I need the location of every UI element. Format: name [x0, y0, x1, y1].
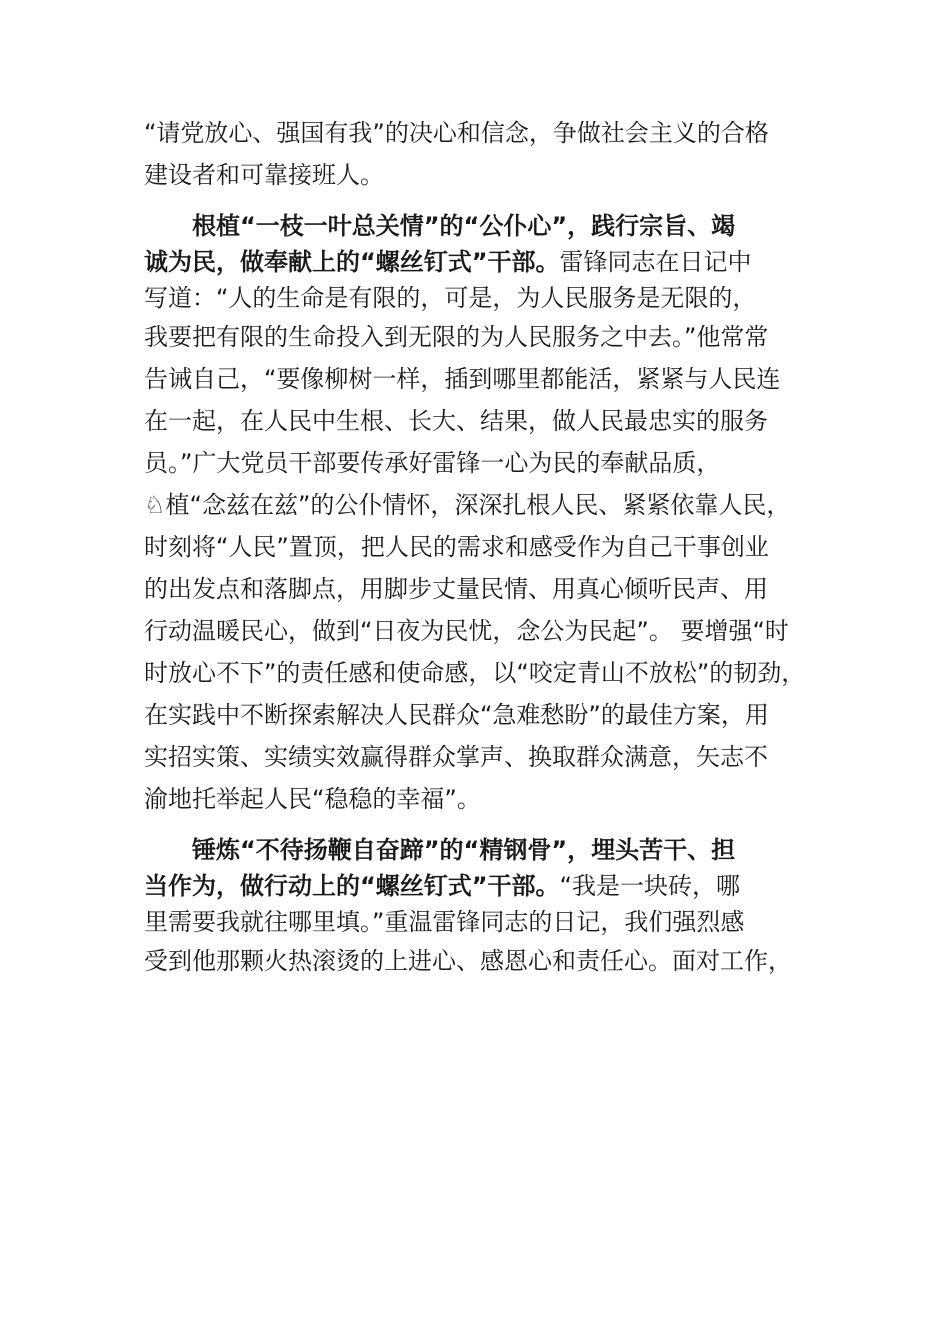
- paragraph-3-heading-bold: 当作为，做行动上的“螺丝钉式”干部。: [144, 872, 560, 900]
- text-line: 在实践中不断探索解决人民群众“急难愁盼”的最佳方案，用: [144, 701, 769, 729]
- paragraph-1: [144, 112, 834, 196]
- text-line: 里需要我就往哪里填。”重温雷锋同志的日记，我们强烈感: [144, 908, 745, 936]
- paragraph-2-heading-line-2: [144, 244, 834, 280]
- text-line: 时刻将“人民”置顶，把人民的需求和感受作为自己干事创业: [144, 533, 769, 561]
- text-line: 渝地托举起人民“稳稳的幸福”。: [144, 785, 481, 813]
- text-line: 员。”广大党员干部要传承好雷锋一心为民的奉献品质，: [144, 449, 721, 477]
- text-line: 时放心不下”的责任感和使命感，以“咬定青山不放松”的韧劲，: [144, 659, 806, 687]
- paragraph-2-heading-line-1: 根植“一枝一叶总关情”的“公仆心”，践行宗旨、竭: [192, 212, 736, 240]
- paragraph-2-heading-bold: 诚为民，做奉献上的“螺丝钉式”干部。: [144, 248, 560, 276]
- text-line: 在一起，在人民中生根、长大、结果，做人民最忠实的服务: [144, 407, 768, 435]
- text-line: 实招实策、实绩实效赢得群众掌声、换取群众满意，矢志不: [144, 743, 768, 771]
- paragraph-3-heading-line-2: [144, 868, 834, 904]
- text-line: 我要把有限的生命投入到无限的为人民服务之中去。”他常常: [144, 323, 769, 351]
- paragraph-2: [144, 208, 834, 820]
- text-line: 建设者和可靠接班人。: [144, 161, 384, 189]
- text-line: “请党放心、强国有我”的决心和信念，争做社会主义的合格: [144, 119, 769, 147]
- text-line: 的出发点和落脚点，用脚步丈量民情、用真心倾听民声、用: [144, 575, 768, 603]
- text-line: ♘植“念兹在兹”的公仆情怀，深深扎根人民、紧紧依靠人民，: [144, 491, 791, 519]
- paragraph-gap: [144, 820, 834, 832]
- paragraph-3: [144, 832, 834, 982]
- paragraph-3-heading-line-1: 锤炼“不待扬鞭自奋蹄”的“精钢骨”，埋头苦干、担: [192, 836, 736, 864]
- text-line: 告诫自己，“要像柳树一样，插到哪里都能活，紧紧与人民连: [144, 365, 781, 393]
- document-body: [144, 112, 834, 982]
- text-line: 写道：“人的生命是有限的，可是，为人民服务是无限的，: [144, 284, 757, 312]
- text-line: 行动温暖民心，做到“日夜为民忧，念公为民起”。 要增强“时: [144, 617, 789, 645]
- paragraph-gap: [144, 196, 834, 208]
- paragraph-2-heading-rest: 雷锋同志在日记中: [559, 248, 752, 276]
- paragraph-3-heading-rest: “我是一块砖，哪: [559, 872, 740, 900]
- text-line: 受到他那颗火热滚烫的上进心、感恩心和责任心。面对工作，: [144, 947, 792, 975]
